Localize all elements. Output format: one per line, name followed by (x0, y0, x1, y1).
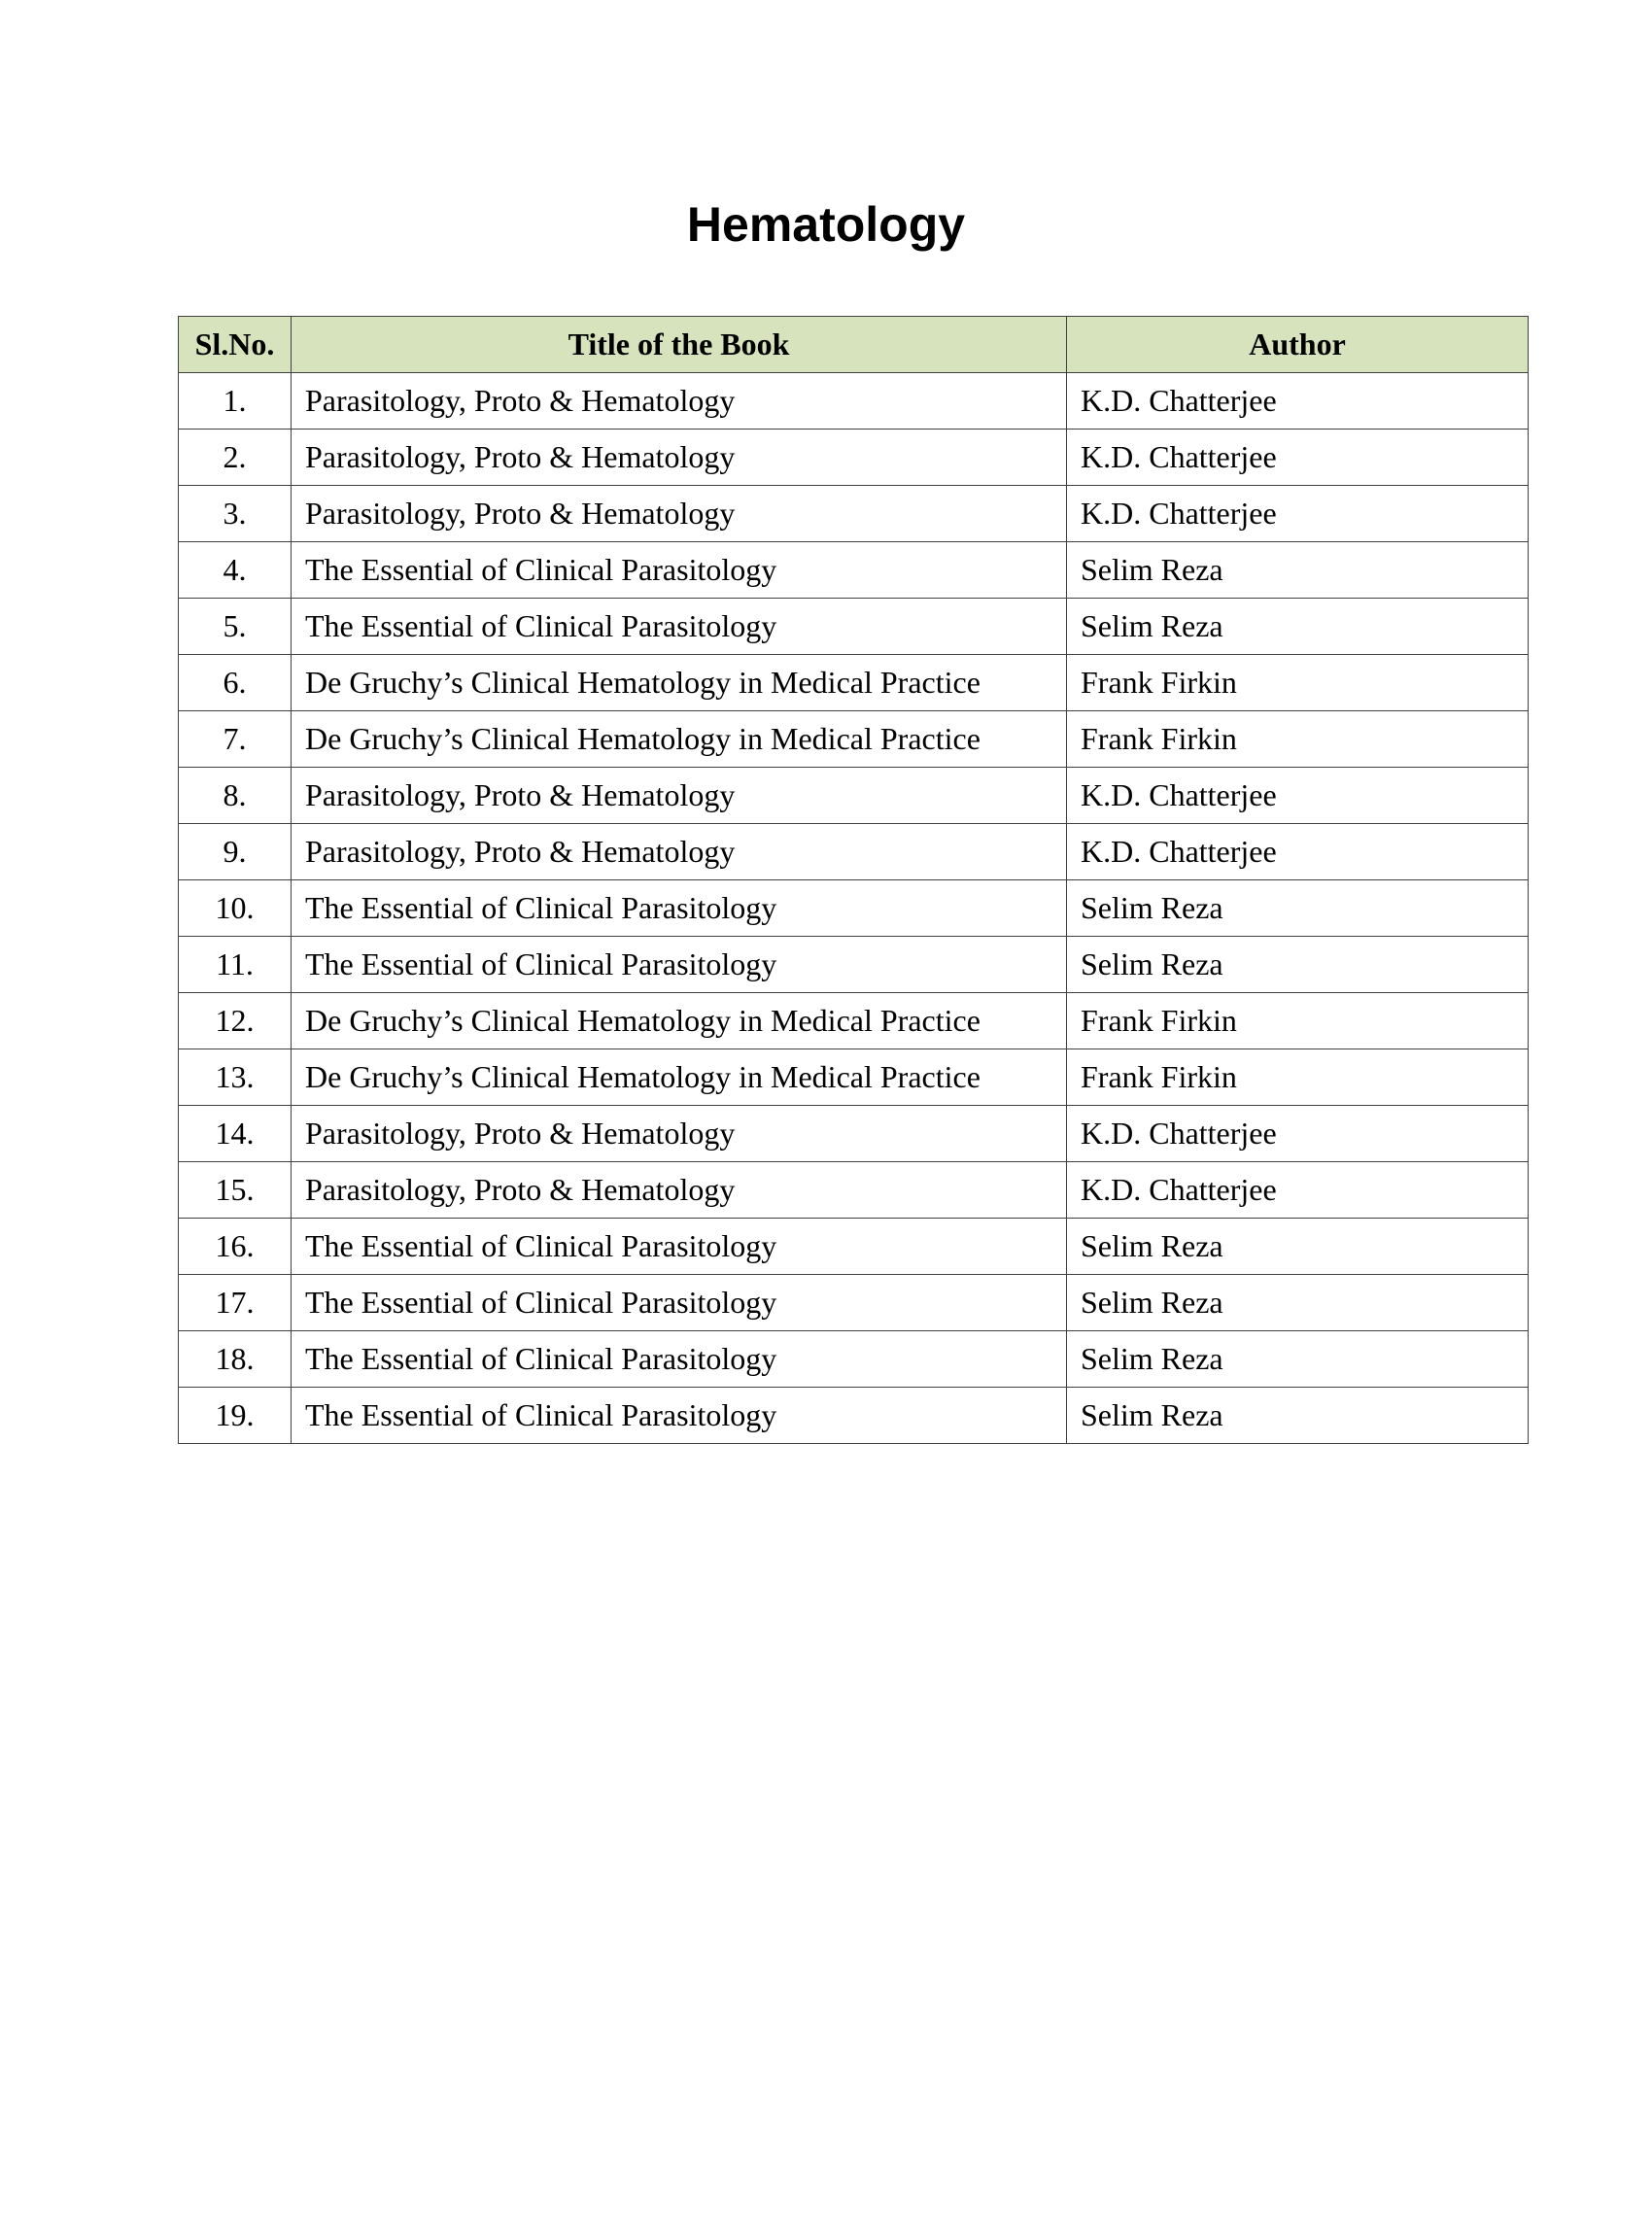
cell-book-title: The Essential of Clinical Parasitology (292, 1219, 1067, 1275)
cell-author: Selim Reza (1067, 542, 1529, 599)
header-author: Author (1067, 317, 1529, 373)
cell-sl-no: 8. (179, 768, 292, 824)
cell-sl-no: 4. (179, 542, 292, 599)
cell-author: K.D. Chatterjee (1067, 373, 1529, 430)
cell-author: Frank Firkin (1067, 993, 1529, 1049)
table-row (179, 1331, 1529, 1388)
cell-book-title: Parasitology, Proto & Hematology (292, 373, 1067, 430)
cell-sl-no: 2. (179, 430, 292, 486)
cell-author: Selim Reza (1067, 1331, 1529, 1388)
cell-book-title: Parasitology, Proto & Hematology (292, 486, 1067, 542)
cell-book-title: Parasitology, Proto & Hematology (292, 824, 1067, 880)
header-row (179, 317, 1529, 373)
cell-sl-no: 18. (179, 1331, 292, 1388)
cell-author: Frank Firkin (1067, 1049, 1529, 1106)
cell-book-title: Parasitology, Proto & Hematology (292, 1162, 1067, 1219)
table-row (179, 1388, 1529, 1444)
table-row (179, 880, 1529, 937)
table-row (179, 1049, 1529, 1106)
cell-sl-no: 3. (179, 486, 292, 542)
header-sl-no: Sl.No. (179, 317, 292, 373)
cell-book-title: De Gruchy’s Clinical Hematology in Medical Practice (292, 655, 1067, 711)
cell-author: Selim Reza (1067, 880, 1529, 937)
cell-author: K.D. Chatterjee (1067, 1162, 1529, 1219)
cell-author: K.D. Chatterjee (1067, 768, 1529, 824)
cell-sl-no: 12. (179, 993, 292, 1049)
cell-book-title: Parasitology, Proto & Hematology (292, 768, 1067, 824)
table-row (179, 711, 1529, 768)
cell-sl-no: 10. (179, 880, 292, 937)
table-row (179, 655, 1529, 711)
cell-book-title: De Gruchy’s Clinical Hematology in Medical Practice (292, 993, 1067, 1049)
cell-book-title: Parasitology, Proto & Hematology (292, 430, 1067, 486)
cell-author: Frank Firkin (1067, 655, 1529, 711)
cell-book-title: De Gruchy’s Clinical Hematology in Medical Practice (292, 711, 1067, 768)
cell-sl-no: 1. (179, 373, 292, 430)
cell-author: Frank Firkin (1067, 711, 1529, 768)
cell-book-title: The Essential of Clinical Parasitology (292, 599, 1067, 655)
table-row (179, 1162, 1529, 1219)
cell-author: Selim Reza (1067, 599, 1529, 655)
table-row (179, 768, 1529, 824)
cell-book-title: The Essential of Clinical Parasitology (292, 880, 1067, 937)
cell-book-title: The Essential of Clinical Parasitology (292, 542, 1067, 599)
cell-book-title: The Essential of Clinical Parasitology (292, 937, 1067, 993)
table-row (179, 993, 1529, 1049)
cell-sl-no: 17. (179, 1275, 292, 1331)
cell-author: K.D. Chatterjee (1067, 486, 1529, 542)
cell-sl-no: 9. (179, 824, 292, 880)
cell-book-title: De Gruchy’s Clinical Hematology in Medical Practice (292, 1049, 1067, 1106)
cell-sl-no: 13. (179, 1049, 292, 1106)
cell-book-title: The Essential of Clinical Parasitology (292, 1275, 1067, 1331)
table-row (179, 373, 1529, 430)
book-table (178, 316, 1529, 1444)
table-header (179, 317, 1529, 373)
table-row (179, 824, 1529, 880)
cell-author: K.D. Chatterjee (1067, 824, 1529, 880)
cell-book-title: The Essential of Clinical Parasitology (292, 1388, 1067, 1444)
table-body (179, 373, 1529, 1444)
cell-author: K.D. Chatterjee (1067, 430, 1529, 486)
cell-sl-no: 14. (179, 1106, 292, 1162)
cell-sl-no: 19. (179, 1388, 292, 1444)
cell-book-title: Parasitology, Proto & Hematology (292, 1106, 1067, 1162)
cell-author: Selim Reza (1067, 937, 1529, 993)
table-row (179, 1275, 1529, 1331)
table-row (179, 542, 1529, 599)
cell-book-title: The Essential of Clinical Parasitology (292, 1331, 1067, 1388)
cell-sl-no: 7. (179, 711, 292, 768)
page-title: Hematology (686, 197, 966, 252)
header-book-title: Title of the Book (292, 317, 1067, 373)
cell-sl-no: 16. (179, 1219, 292, 1275)
cell-author: Selim Reza (1067, 1219, 1529, 1275)
table-row (179, 599, 1529, 655)
table-row (179, 486, 1529, 542)
cell-author: K.D. Chatterjee (1067, 1106, 1529, 1162)
table-row (179, 1219, 1529, 1275)
cell-sl-no: 11. (179, 937, 292, 993)
cell-author: Selim Reza (1067, 1388, 1529, 1444)
table-row (179, 937, 1529, 993)
cell-sl-no: 15. (179, 1162, 292, 1219)
table-row (179, 430, 1529, 486)
cell-sl-no: 6. (179, 655, 292, 711)
cell-author: Selim Reza (1067, 1275, 1529, 1331)
cell-sl-no: 5. (179, 599, 292, 655)
table-row (179, 1106, 1529, 1162)
